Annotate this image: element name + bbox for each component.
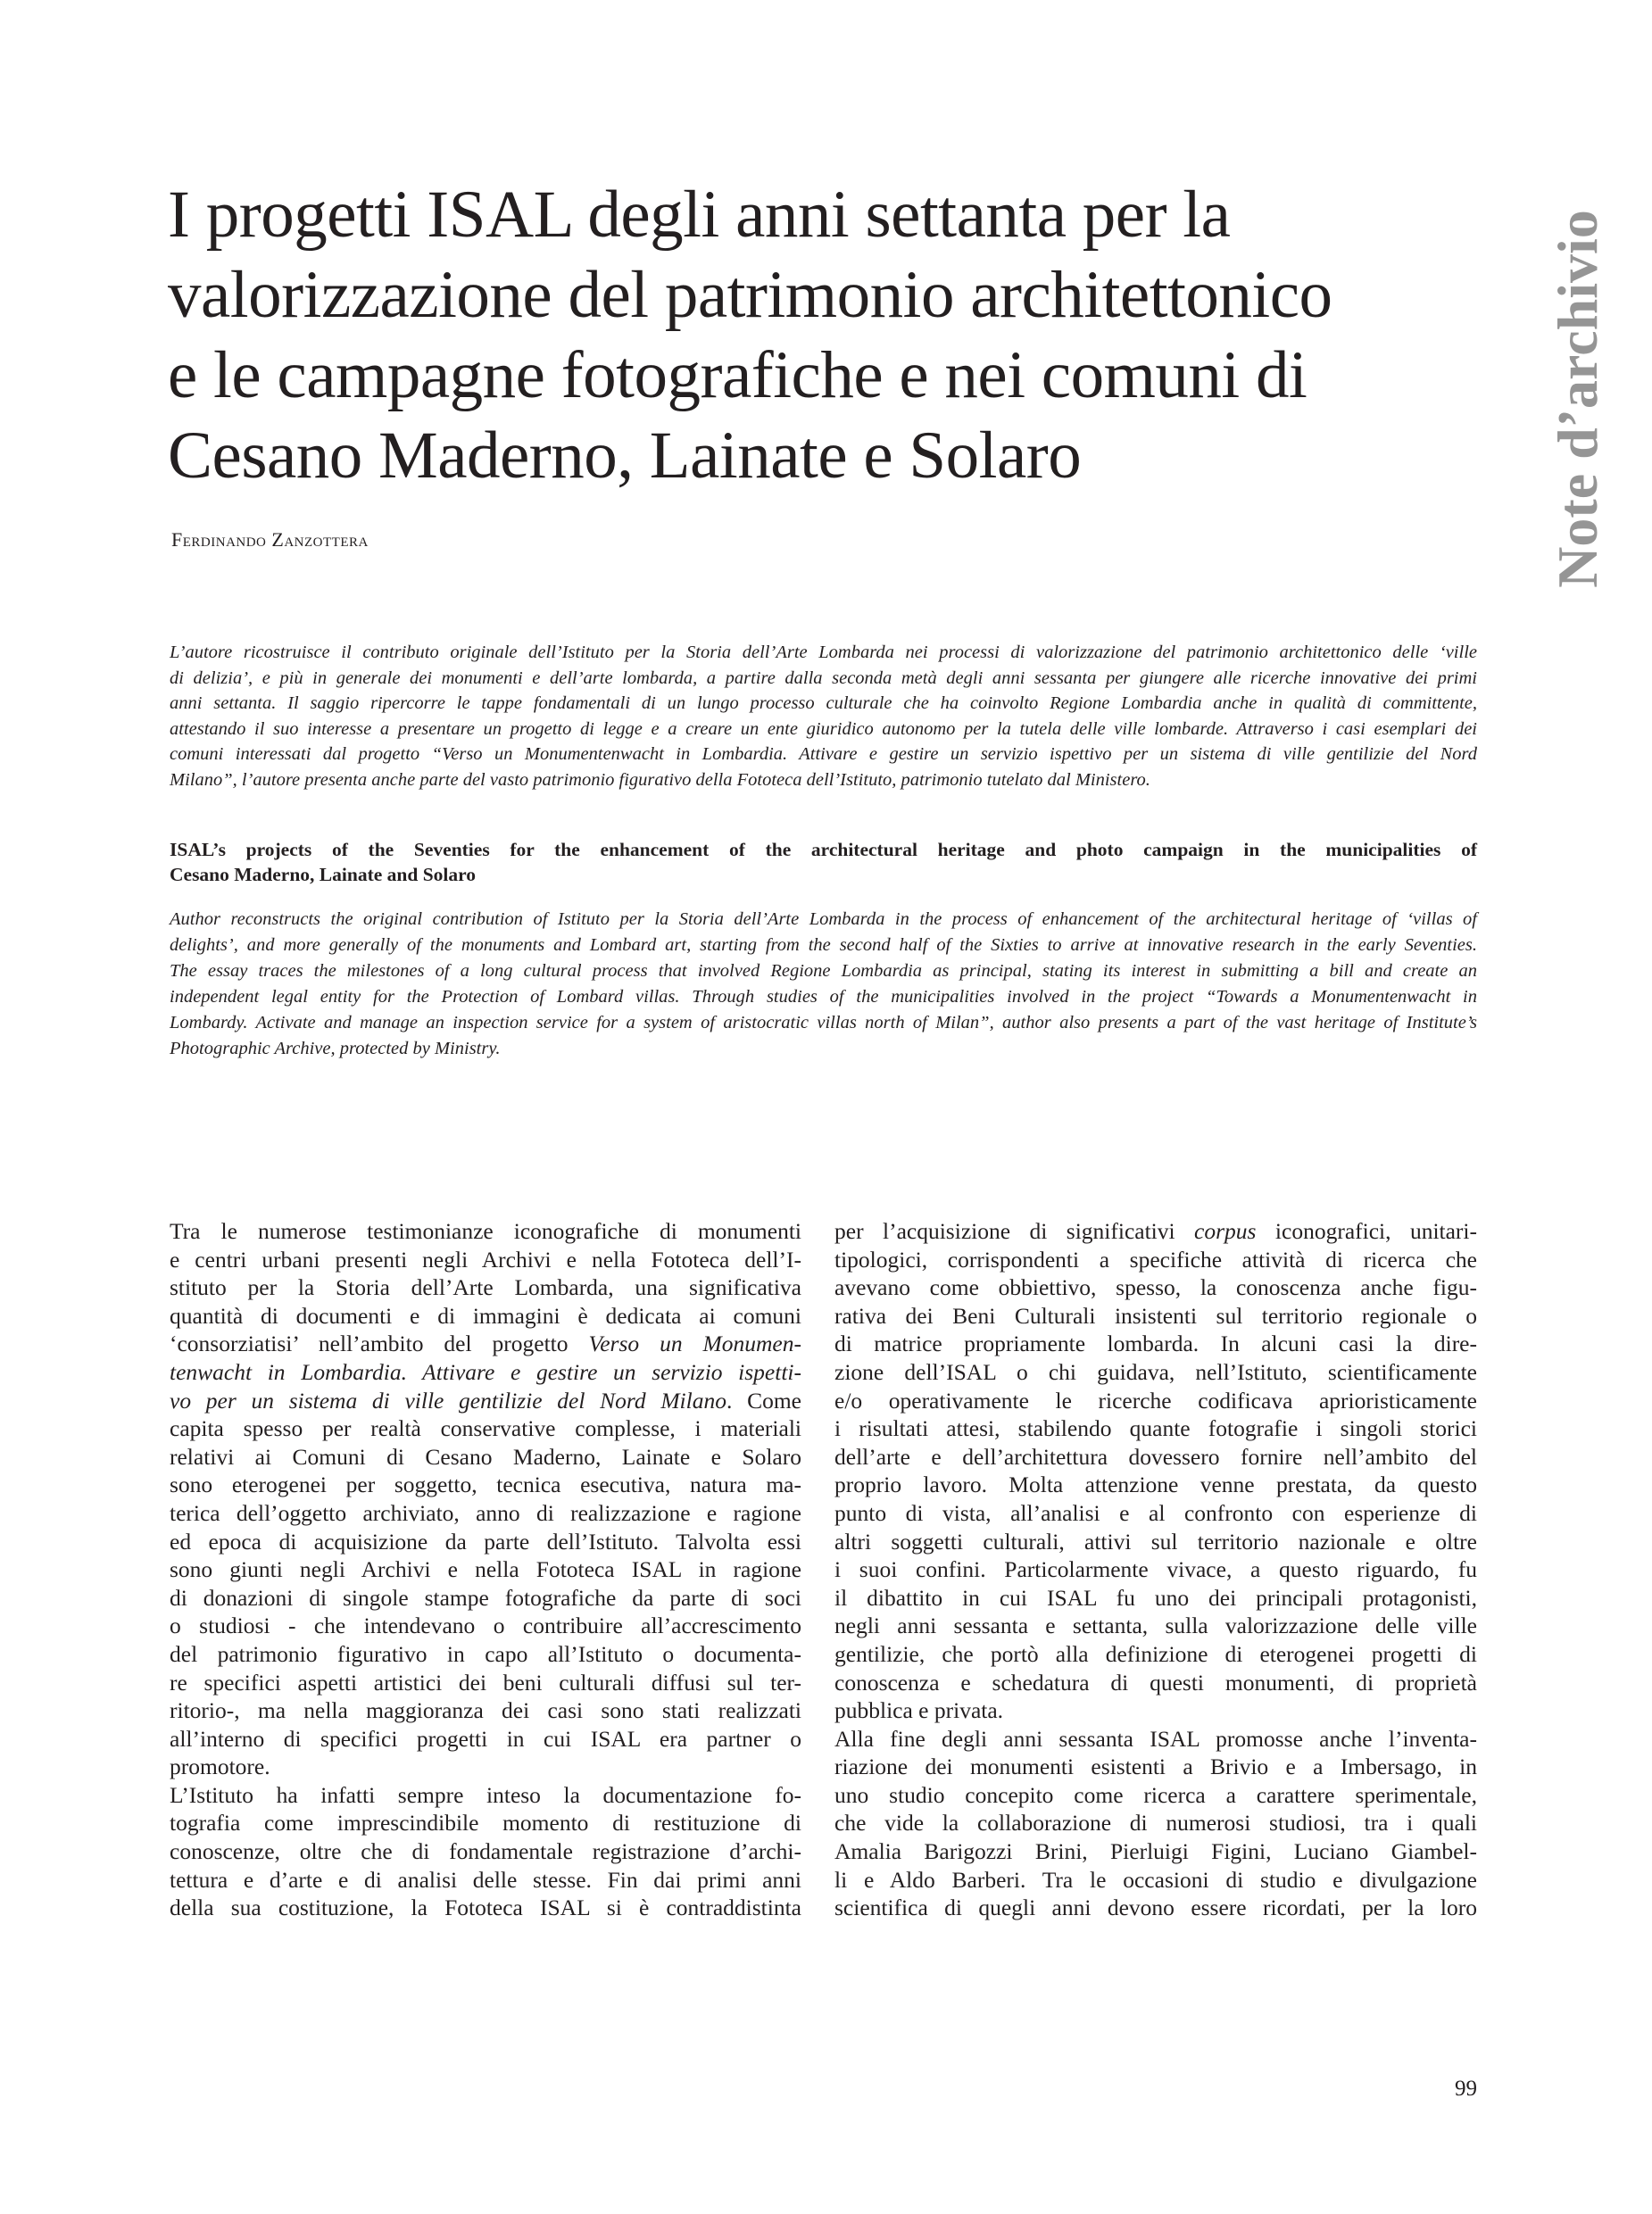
abstract-line: attestando il suo interesse a presentare un progetto di legge e a creare un ente giuridico autonomo per la tutela delle ville lombarde. Attraverso i casi esemplari dei xyxy=(170,718,1477,739)
abstract-line: Author reconstructs the original contribution of Istituto per la Storia dell’Arte Lombarda in the process of enhancement of the architectural heritage of ‘villas of xyxy=(170,909,1477,929)
abstract-line: di delizia’, e più in generale dei monumenti e dell’arte lombarda, a partire dalla seconda metà degli anni sessanta per giungere alle ricerche innovative dei primi xyxy=(170,668,1477,688)
body-line: li e Aldo Barberi. Tra le occasioni di studio e divulgazione xyxy=(834,1866,1477,1893)
body-line: e/o operativamente le ricerche codificava aprioristicamente xyxy=(834,1387,1477,1414)
abstract-line: comuni interessati dal progetto “Verso un Monumentenwacht in Lombardia. Attivare e gestire un servizio ispettivo per un sistema di ville gentilizie del Nord xyxy=(170,744,1477,764)
body-line: avevano come obbiettivo, spesso, la conoscenza anche figu- xyxy=(834,1274,1477,1301)
body-line: relativi ai Comuni di Cesano Maderno, Lainate e Solaro xyxy=(170,1443,801,1470)
body-line: o studiosi - che intendevano o contribuire all’accrescimento xyxy=(170,1613,801,1639)
body-line: sono giunti negli Archivi e nella Fototeca ISAL in ragione xyxy=(170,1556,801,1583)
body-text: iconografici, unitari- xyxy=(1256,1218,1477,1244)
body-line: di donazioni di singole stampe fotografiche da parte di soci xyxy=(170,1584,801,1611)
body-line: tografia come imprescindibile momento di restituzione di xyxy=(170,1810,801,1837)
body-line: gentilizie, che portò alla definizione di eterogenei progetti di xyxy=(834,1640,1477,1667)
abstract-line: L’autore ricostruisce il contributo originale dell’Istituto per la Storia dell’Arte Lombarda nei processi di valorizzazione del patrimonio architettonico delle ‘ville xyxy=(170,643,1477,662)
body-line: Tra le numerose testimonianze iconografiche di monumenti xyxy=(170,1218,801,1244)
italic-term: corpus xyxy=(1194,1218,1257,1244)
body-line: conoscenze, oltre che di fondamentale registrazione d’archi- xyxy=(170,1838,801,1865)
english-title-line: Cesano Maderno, Lainate and Solaro xyxy=(170,864,477,885)
italic-project-title: Verso un Monumen- xyxy=(588,1331,801,1357)
body-line: rativa dei Beni Culturali insistenti sul territorio regionale o xyxy=(834,1302,1477,1329)
body-line: ed epoca di acquisizione da parte dell’Istituto. Talvolta essi xyxy=(170,1528,801,1555)
title-line: I progetti ISAL degli anni settanta per la xyxy=(168,178,1231,252)
body-line: punto di vista, all’analisi e al confronto con esperienze di xyxy=(834,1499,1477,1526)
abstract-line: delights’, and more generally of the monuments and Lombard art, starting from the second half of the Sixties to arrive at innovative research in the early Seventies. xyxy=(170,935,1477,955)
abstract-line: Photographic Archive, protected by Ministry. xyxy=(170,1039,501,1058)
body-line: capita spesso per realtà conservative complesse, i materiali xyxy=(170,1415,801,1442)
abstract-line: Lombardy. Activate and manage an inspection service for a system of aristocratic villas north of Milan”, author also presents a part of the vast heritage of Institute’s xyxy=(170,1013,1477,1032)
english-title-line: ISAL’s projects of the Seventies for the enhancement of the architectural heritage and photo campaign in the municipalities of xyxy=(170,839,1477,860)
body-line: e centri urbani presenti negli Archivi e nella Fototeca dell’I- xyxy=(170,1246,801,1273)
body-line: uno studio concepito come ricerca a carattere sperimentale, xyxy=(834,1781,1477,1808)
abstract-line: The essay traces the milestones of a long cultural process that involved Regione Lombardia as principal, stating its interest in submitting a bill and create an xyxy=(170,961,1477,981)
body-line: re specifici aspetti artistici dei beni culturali diffusi sul ter- xyxy=(170,1669,801,1696)
body-line: riazione dei monumenti esistenti a Brivio e a Imbersago, in xyxy=(834,1754,1477,1780)
abstract-english xyxy=(170,907,1477,1062)
body-line: di matrice propriamente lombarda. In alcuni casi la dire- xyxy=(834,1331,1477,1357)
title-line: Cesano Maderno, Lainate e Solaro xyxy=(168,419,1082,493)
body-text: ‘consorziatisi’ nell’ambito del progetto xyxy=(170,1331,589,1357)
section-label-vertical xyxy=(1524,207,1631,591)
abstract-line: anni settanta. Il saggio ripercorre le tappe fondamentali di un lungo processo culturale che ha coinvolto Regione Lombardia anche in qualità di committente, xyxy=(170,693,1477,713)
body-text: . Come xyxy=(726,1387,801,1414)
section-label-text: Note d’archivio xyxy=(1546,210,1609,588)
body-line: tipologici, corrispondenti a specifiche attività di ricerca che xyxy=(834,1246,1477,1273)
abstract-line: Milano”, l’autore presenta anche parte del vasto patrimonio figurativo della Fototeca dell’Istituto, patrimonio tutelato dal Ministero. xyxy=(170,769,1150,790)
body-line: L’Istituto ha infatti sempre inteso la documentazione fo- xyxy=(170,1781,801,1808)
italic-project-title: tenwacht in Lombardia. Attivare e gestire un servizio ispetti- xyxy=(170,1358,801,1385)
body-line: che vide la collaborazione di numerosi studiosi, tra i quali xyxy=(834,1810,1477,1837)
body-line: negli anni sessanta e settanta, sulla valorizzazione delle ville xyxy=(834,1613,1477,1639)
body-line: sono eterogenei per soggetto, tecnica esecutiva, natura ma- xyxy=(170,1472,801,1498)
body-line: i risultati attesi, stabilendo quante fotografie i singoli storici xyxy=(834,1415,1477,1442)
page-number: 99 xyxy=(1455,2077,1477,2101)
body-column-left xyxy=(170,1217,801,1922)
title-line: e le campagne fotografiche e nei comuni di xyxy=(168,338,1307,412)
body-line: il dibattito in cui ISAL fu uno dei principali protagonisti, xyxy=(834,1584,1477,1611)
body-line: zione dell’ISAL o chi guidava, nell’Istituto, scientificamente xyxy=(834,1358,1477,1385)
body-line xyxy=(170,1358,801,1387)
author-name: Ferdinando Zanzottera xyxy=(171,528,369,551)
abstract-line: independent legal entity for the Protection of Lombard villas. Through studies of the municipalities involved in the project “Towards a Monumentenwacht in xyxy=(170,987,1477,1007)
body-column-right xyxy=(834,1217,1477,1922)
body-line: del patrimonio figurativo in capo all’Istituto o documenta- xyxy=(170,1640,801,1667)
body-line: Amalia Barigozzi Brini, Pierluigi Figini, Luciano Giambel- xyxy=(834,1838,1477,1865)
body-line: tettura e d’arte e di analisi delle stesse. Fin dai primi anni xyxy=(170,1866,801,1893)
body-line: scientifica di quegli anni devono essere ricordati, per la loro xyxy=(834,1895,1477,1921)
abstract-italian xyxy=(170,640,1477,792)
body-line: stituto per la Storia dell’Arte Lombarda, una significativa xyxy=(170,1274,801,1301)
body-line: quantità di documenti e di immagini è dedicata ai comuni xyxy=(170,1302,801,1329)
body-line: ritorio-, ma nella maggioranza dei casi sono stati realizzati xyxy=(170,1697,801,1724)
body-line: all’interno di specifici progetti in cui ISAL era partner o xyxy=(170,1725,801,1752)
body-line xyxy=(170,1330,801,1358)
body-line xyxy=(170,1387,801,1415)
body-line: pubblica e privata. xyxy=(834,1697,1004,1724)
body-text: per l’acquisizione di significativi xyxy=(834,1218,1195,1244)
body-line: promotore. xyxy=(170,1754,270,1780)
body-line xyxy=(834,1217,1477,1246)
article-title xyxy=(168,175,1524,496)
body-line: della sua costituzione, la Fototeca ISAL si è contraddistinta xyxy=(170,1895,801,1921)
body-line: conoscenza e schedatura di questi monumenti, di proprietà xyxy=(834,1669,1477,1696)
body-line: altri soggetti culturali, attivi sul territorio nazionale e oltre xyxy=(834,1528,1477,1555)
body-line: Alla fine degli anni sessanta ISAL promosse anche l’inventa- xyxy=(834,1725,1477,1752)
body-line: dell’arte e dell’architettura dovessero fornire nell’ambito del xyxy=(834,1443,1477,1470)
italic-project-title: vo per un sistema di ville gentilizie del Nord Milano xyxy=(170,1387,726,1414)
body-line: terica dell’oggetto archiviato, anno di realizzazione e ragione xyxy=(170,1499,801,1526)
body-line: proprio lavoro. Molta attenzione venne prestata, da questo xyxy=(834,1472,1477,1498)
body-line: i suoi confini. Particolarmente vivace, a questo riguardo, fu xyxy=(834,1556,1477,1583)
title-line: valorizzazione del patrimonio architettonico xyxy=(168,258,1332,332)
english-title xyxy=(170,837,1477,887)
